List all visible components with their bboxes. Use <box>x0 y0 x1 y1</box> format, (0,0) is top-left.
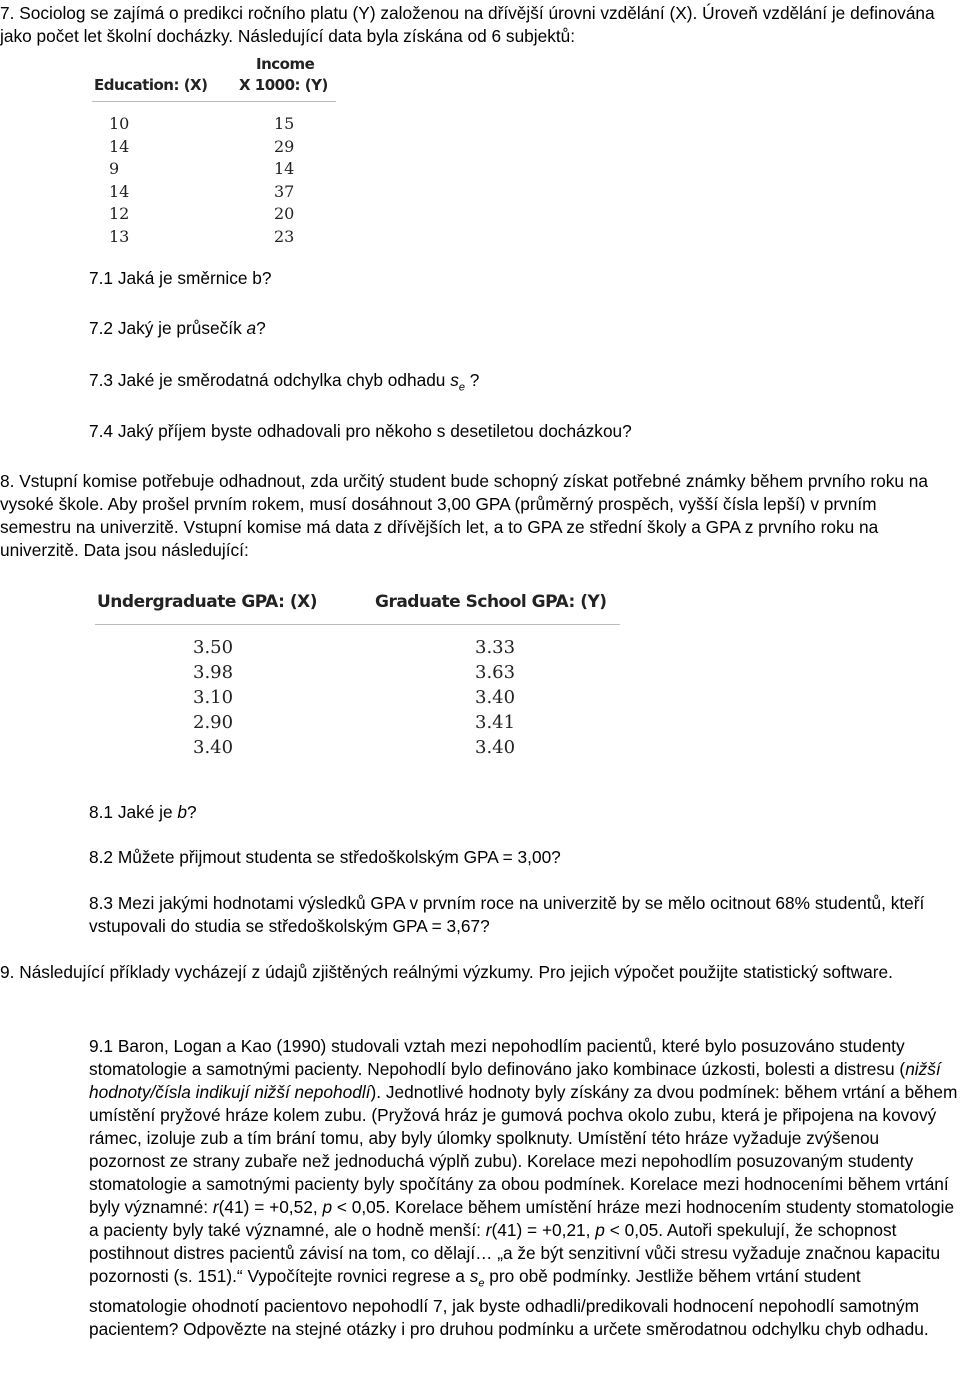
q7-4: 7.4 Jaký příjem byste odhadovali pro někoho s desetiletou docházkou? <box>89 421 632 441</box>
table-cell: 14 <box>109 181 130 201</box>
grad-gpa-values <box>475 635 515 760</box>
table-cell: 3.50 <box>193 637 234 658</box>
undergrad-gpa-header: Undergraduate GPA: (X) <box>97 592 318 612</box>
table-cell: 10 <box>109 114 130 133</box>
table-cell: 15 <box>274 114 295 133</box>
table-rule <box>95 624 620 625</box>
q7-2: 7.2 Jaký je průsečík a? <box>89 318 266 338</box>
q8-2: 8.2 Můžete přijmout studenta se středoškolským GPA = 3,00? <box>89 847 561 867</box>
table-cell: 3.40 <box>193 737 234 758</box>
table-cell: 3.40 <box>475 737 516 758</box>
income-header: Income <box>256 55 315 73</box>
income-unit-header: X 1000: (Y) <box>239 76 328 94</box>
table-cell: 14 <box>109 136 130 156</box>
table-cell: 3.33 <box>475 637 516 658</box>
grad-gpa-header: Graduate School GPA: (Y) <box>375 592 607 612</box>
education-income-table <box>92 52 342 246</box>
q9-1: 9.1 Baron, Logan a Kao (1990) studovali vztah mezi nepohodlím pacientů, které bylo posuzováno studenty stomatologie a samotnými pacienty. Nepohodlí bylo definováno jako kombinace úzkosti, bolesti a distresu (nižší hodnoty/čísla indikují nižší nepohodlí). Jednotlivé hodnoty byly získány za dvou podmínek: během vrtání a během umístění pryžové hráze kolem zubu. (Pryžová hráz je gumová pochva okolo zubu, která je připojena na kovový rámec, izoluje zub a tím brání tomu, aby byly úlomky spolknuty. Umístění této hráze vyžaduje zvýšenou pozornost ze strany zubaře než jednoduchá výplň zubu). Korelace mezi nepohodlím posuzovaným studenty stomatologie a samotnými pacienty byly spočítány za obou podmínek. Korelace mezi hodnoceními během vrtání byly významné: r(41) = +0,52, p < 0,05. Korelace během umístění hráze mezi hodnocením studenty stomatologie a pacienty byly také významné, ale o hodně menší: r(41) = +0,21, p < 0,05. Autoři spekulují, že schopnost postihnout distres pacientů závisí na tom, co dělají… „a že být senzitivní vůči stresu vyžaduje značnou kapacitu pozornosti (s. 151).“ Vypočítejte rovnici regrese a $s_e$ pro obě podmínky. Jestliže během vrtání student stomatologie ohodnotí pacientovo nepohodlí 7, jak byste odhadli/predikovali hodnocení nepohodlí samotným pacientem? Odpovězte na stejné otázky i pro druhou podmínku a určete směrodatnou odchylku chyb odhadu. <box>89 1036 958 1340</box>
table-cell: 3.63 <box>475 662 516 683</box>
education-values <box>109 113 129 249</box>
table-cell: 13 <box>109 226 130 246</box>
table-cell: 29 <box>274 136 295 156</box>
table-cell: 2.90 <box>193 712 234 733</box>
q8-1: 8.1 Jaké je b? <box>89 802 197 822</box>
table-cell: 3.10 <box>193 687 234 708</box>
q7-1: 7.1 Jaká je směrnice b? <box>89 268 272 288</box>
table-cell: 3.40 <box>475 687 516 708</box>
undergrad-gpa-values <box>193 635 233 760</box>
table-cell: 14 <box>274 159 295 179</box>
q8-intro: 8. Vstupní komise potřebuje odhadnout, zda určitý student bude schopný získat potřebné známky během prvního roku na vysoké škole. Aby prošel prvním rokem, musí dosáhnout 3,00 GPA (průměrný prospěch, vyšší čísla lepší) v prvním semestru na univerzitě. Vstupní komise má data z dřívějších let, a to GPA ze střední školy a GPA z prvního roku na univerzitě. Data jsou následující: <box>0 471 928 560</box>
education-header: Education: (X) <box>94 76 208 94</box>
table-cell: 23 <box>274 226 295 246</box>
q9-intro: 9. Následující příklady vycházejí z údajů zjištěných reálnými výzkumy. Pro jejich výpočet použijte statistický software. <box>0 962 893 982</box>
q8-3: 8.3 Mezi jakými hodnotami výsledků GPA v prvním roce na univerzitě by se mělo ocitnout 68% studentů, kteří vstupovali do studia se středoškolským GPA = 3,67? <box>89 893 925 936</box>
table-rule <box>92 101 336 102</box>
income-values <box>274 113 294 249</box>
table-cell: 3.41 <box>475 712 516 733</box>
table-cell: 3.98 <box>193 662 234 683</box>
q7-3: 7.3 Jaké je směrodatná odchylka chyb odhadu $s_e$ ? <box>89 370 480 394</box>
table-cell: 12 <box>109 204 130 224</box>
table-cell: 37 <box>274 181 295 201</box>
table-cell: 9 <box>109 159 120 179</box>
q7-intro: 7. Sociolog se zajímá o predikci ročního platu (Y) založenou na dřívější úrovni vzdělání (X). Úroveň vzdělání je definována jako počet let školní docházky. Následující data byla získána od 6 subjektů: <box>0 3 935 46</box>
table-cell: 20 <box>274 204 295 224</box>
gpa-table <box>95 590 625 770</box>
